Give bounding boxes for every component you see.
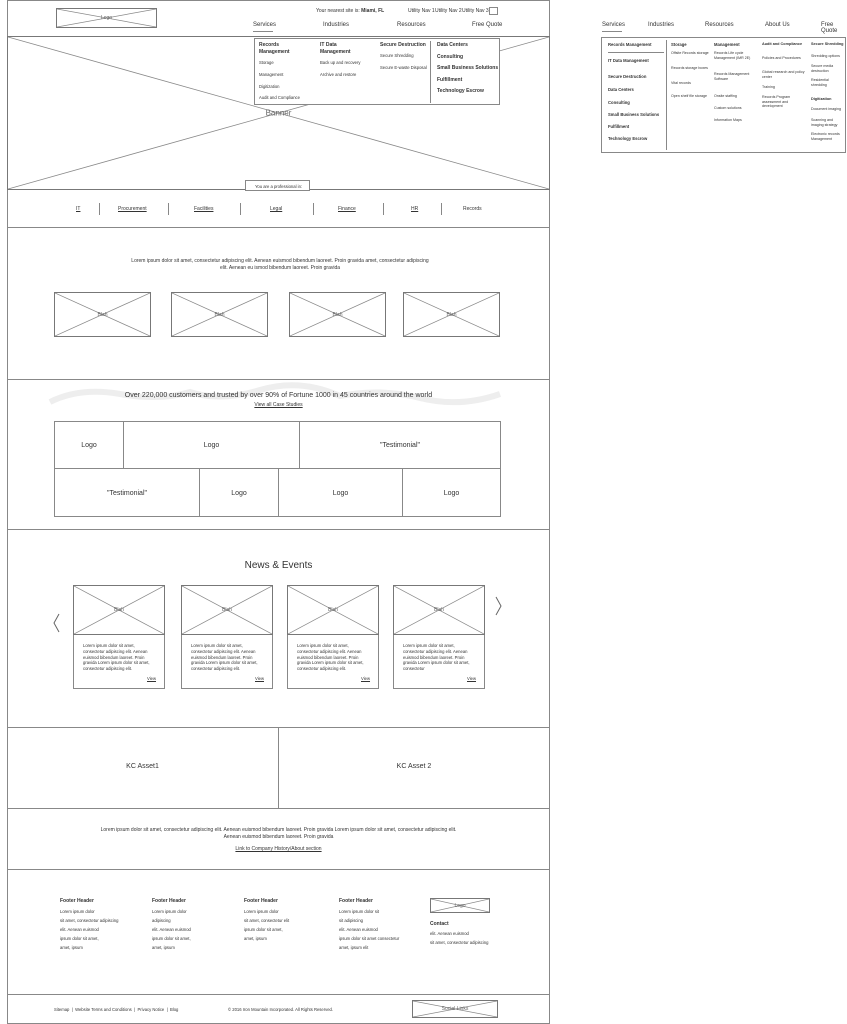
side-nav-about[interactable]: About Us [765,22,790,28]
image-caption: Blah [433,607,444,613]
social-links[interactable] [412,1000,498,1018]
carousel-prev-icon[interactable] [53,613,61,633]
footer-link[interactable]: amet, ipsum elit [339,945,369,950]
location-link[interactable]: Miami, FL [361,8,385,14]
side-col-management [714,42,756,128]
section-divider [7,379,550,380]
side-col-item[interactable]: Secure media destruction [811,64,834,73]
side-col-item[interactable]: Records storage boxes [671,66,708,70]
mega-right-item[interactable]: Small Business Solutions [437,65,499,71]
side-nav-free-quote[interactable]: Free Quote [821,22,838,34]
footer-link[interactable]: ipsum dolor sit amet, [60,936,99,941]
side-col-title[interactable]: Storage [671,42,687,47]
image-caption: Blah [97,311,108,318]
mega-item[interactable]: Storage [259,60,274,65]
news-card-image[interactable] [393,585,485,635]
side-col-title[interactable]: Digitization [811,97,832,101]
news-card-view-link[interactable]: View [147,676,157,681]
nav-services[interactable]: Services [253,22,277,28]
footer-col [152,898,237,954]
footer-link[interactable]: ipsum dolor sit amet, [244,927,283,932]
news-card-image[interactable] [73,585,165,635]
side-menu-item[interactable]: Small Business Solutions [608,112,660,117]
prof-tab-finance[interactable]: Finance [338,206,356,212]
side-col-item[interactable]: Policies and Procedures [762,56,801,60]
mega-item[interactable]: Secure Shredding [380,53,414,58]
section-divider [7,808,550,809]
side-col-item[interactable]: Residential shredding [811,78,829,87]
side-menu-item[interactable]: Technology Escrow [608,136,648,141]
footer-link[interactable]: adipiscing [152,918,171,923]
contact-title: Contact [430,921,449,927]
case-studies-link[interactable]: View all Case Studies [254,402,303,408]
mega-col-title[interactable]: IT Data Management [320,42,351,55]
mega-item[interactable]: Digitization [259,83,280,89]
side-col-item[interactable]: Shredding options [811,54,840,58]
mega-right-item[interactable]: Consulting [437,53,464,60]
footer-link[interactable]: sit amet, consectetur elit [244,918,290,923]
side-menu-item[interactable]: IT Data Management [608,58,649,63]
testimonial-cell[interactable] [299,421,501,469]
prof-tab-records[interactable]: Records [463,206,482,212]
tab-separator [99,203,100,215]
side-nav-underline [602,31,622,32]
tab-separator [383,203,384,215]
side-col-item[interactable]: Document imaging [811,107,841,111]
location-info: Your nearest site is: Miami, FL [316,8,385,14]
news-card-text: Lorem ipsum dolor sit amet, consectetur adipiscing elit. Aenean euismod bibendum laoreet. Proin gravida Lorem ipsum dolor sit amet, consectetur adipiscing elit. [83,643,150,672]
side-col-title[interactable]: Secure Shredding [811,42,844,46]
logo-label: Logo [332,490,349,497]
side-col-item[interactable]: Offsite Records storage [671,51,709,55]
nav-free-quote[interactable]: Free Quote [472,22,503,28]
side-col-item[interactable]: Records Life cycle Management (IMR 2E) [714,51,751,60]
mega-col-records [259,42,307,101]
tab-separator [313,203,314,215]
customers-headline: Over 220,000 customers and trusted by over 90% of Fortune 1000 in 45 countries around the world [124,392,433,399]
tab-separator [441,203,442,215]
logo-label: Logo [203,442,220,449]
footer-link[interactable]: sit adipiscing [339,918,363,923]
tab-separator [240,203,241,215]
side-nav-industries[interactable]: Industries [648,22,675,28]
carousel-next-icon[interactable] [494,596,502,616]
side-col-title[interactable]: Audit and Compliance [762,42,803,46]
news-card [287,585,379,689]
news-card [181,585,273,689]
footer-link[interactable]: elit. Aenean euismod [152,927,191,932]
side-col-item[interactable]: Training [762,85,775,89]
nav-services-underline [253,31,273,32]
copyright: © 2016 Iron Mountain Incorporated. All Rights Reserved. [228,1007,334,1012]
mega-right-item[interactable]: Data Centers [437,42,468,48]
side-menu-item[interactable]: Secure Destruction [608,74,647,79]
section-divider [7,227,550,228]
image-caption: Blah [446,311,457,318]
side-col-audit [762,42,806,110]
image-caption: Blah [214,311,225,318]
intro-image-2[interactable] [171,292,268,337]
mega-item[interactable]: Management [259,71,284,77]
logo-label: Logo [81,442,97,449]
side-menu-item[interactable]: Consulting [608,100,630,105]
kc-asset-2[interactable]: KC Asset 2 [396,763,432,770]
logo-label: Logo [443,490,460,497]
side-col-item[interactable]: Custom solutions [714,106,742,110]
side-col-item[interactable]: Scanning and imaging strategy [811,118,838,127]
news-card-image[interactable] [287,585,379,635]
mega-col-destruction [380,42,428,71]
side-col-item[interactable]: Open shelf file storage [671,94,707,98]
footer-col [244,898,329,945]
testimonial-label: "Testimonial" [380,442,420,449]
contact-line: elit. Aenean euismod [430,931,469,936]
testimonial-cell[interactable] [54,468,200,517]
mega-right-item[interactable]: Fulfillment [437,76,463,83]
footer-link[interactable]: amet, ipsum [152,945,175,950]
section-divider [7,529,550,530]
side-menu-divider [666,40,667,150]
footer-link[interactable]: ipsum dolor sit amet consectetur [339,936,400,941]
prof-tab-facilities[interactable]: Facilities [194,206,214,212]
prof-tab-it[interactable]: IT [76,206,81,212]
mega-right-list [437,42,499,100]
side-col-storage [671,42,709,109]
image-caption: Blah [332,311,343,318]
logo-label: Logo [231,490,247,497]
logo-cell[interactable] [54,421,124,469]
footer-header: Footer Header [60,898,94,904]
prof-tab-hr[interactable]: HR [411,206,419,212]
mega-item[interactable]: Audit and Compliance [259,95,300,101]
nav-resources[interactable]: Resources [397,22,426,28]
image-caption: Blah [113,607,124,613]
footer-link[interactable]: Lorem ipsum dolor [152,909,187,914]
nav-industries[interactable]: Industries [323,22,350,28]
footer-col [339,898,424,954]
mega-item[interactable]: Archive and restore [320,71,357,77]
section-divider [7,869,550,870]
footer-link[interactable]: elit. Aenean euismod [60,927,99,932]
mega-col-title[interactable]: Records Management [259,42,290,55]
logo-cell[interactable] [402,468,501,517]
section-divider [7,994,550,995]
side-menu-left-list [608,42,666,148]
side-menu-item[interactable]: Fulfillment [608,124,630,129]
mega-col-it [320,42,368,78]
footer-link[interactable]: elit. Aenean euismod [339,927,378,932]
news-card-view-link[interactable]: View [467,676,477,681]
footer-link[interactable]: amet, ipsum [60,945,83,950]
mega-item[interactable]: Secure E-waste Disposal [380,64,427,70]
news-card-image[interactable] [181,585,273,635]
about-link[interactable]: Link to Company History/About section [235,846,322,852]
side-col-item[interactable]: Records Management Software [714,72,750,81]
image-caption: Blah [221,607,232,613]
tab-separator [168,203,169,215]
footer-col [60,898,145,954]
utility-nav-1[interactable]: Utility Nav 1 [408,8,435,14]
footer-link[interactable]: Lorem ipsum dolor [60,909,95,914]
mega-item[interactable]: Back up and recovery [320,60,361,65]
header-logo-label: Logo [100,15,113,21]
search-icon[interactable] [489,7,498,15]
mega-right-item[interactable]: Technology Escrow [437,88,484,94]
news-card [73,585,165,689]
professional-selector[interactable] [245,180,310,191]
utility-nav-2[interactable]: Utility Nav 2 [435,8,462,14]
side-col-item[interactable]: Records Program assessment and development [762,95,791,108]
side-col-title[interactable]: Management [714,42,740,47]
footer-legal-links[interactable]: Sitemap | Website Terms and Conditions | Privacy Notice | Blog [54,1007,179,1012]
logo-cell[interactable] [278,468,403,517]
side-col-item[interactable]: Onsite staffing [714,94,737,98]
intro-text: Lorem ipsum dolor sit amet, consectetur adipiscing elit. Aenean euismod bibendum laoreet. Proin gravida amet, consectetur adipiscing elit. Aenean eu ismod bibendum laoreet. Proin gravida [131,258,429,271]
prof-tab-procurement[interactable]: Procurement [118,206,147,212]
image-caption: Blah [327,607,338,613]
footer-header: Footer Header [339,898,373,904]
side-menu-item[interactable]: Records Management [608,42,652,47]
social-links-label: Social Links [441,1006,469,1012]
intro-image-4[interactable] [403,292,500,337]
news-title: News & Events [244,560,313,571]
logo-cell[interactable] [123,421,300,469]
news-card-view-link[interactable]: View [255,676,265,681]
footer-header: Footer Header [152,898,186,904]
side-col-item[interactable]: Electronic records Management [811,132,840,141]
footer-logo[interactable] [430,898,490,913]
side-col-shredding [811,42,845,146]
about-text-2: Aenean euismod bibendum laoreet. Proin gravida [223,834,334,840]
news-card-text: Lorem ipsum dolor sit amet, consectetur adipiscing elit. Aenean euismod bibendum laoreet. Proin gravida Lorem ipsum dolor sit amet, consectetur [403,643,470,672]
side-nav-resources[interactable]: Resources [705,22,734,28]
prof-tab-legal[interactable]: Legal [270,206,283,212]
contact-line: sit amet, consectetur adipiscing [430,940,489,945]
utility-nav-3[interactable]: Utility Nav 3 [462,8,489,14]
news-card-text: Lorem ipsum dolor sit amet, consectetur adipiscing elit. Aenean euismod bibendum laoreet. Proin gravida Lorem ipsum dolor sit amet, consectetur adipiscing elit. [191,643,258,672]
news-card-view-link[interactable]: View [361,676,371,681]
news-card-text: Lorem ipsum dolor sit amet, consectetur adipiscing elit. Aenean euismod bibendum laoreet. Proin gravida Lorem ipsum dolor sit amet, consectetur adipiscing elit. [297,643,364,672]
side-col-item[interactable]: Information Maps [714,118,742,122]
intro-image-1[interactable] [54,292,151,337]
kc-asset-1[interactable]: KC Asset1 [126,763,159,770]
side-menu-item[interactable]: Data Centers [608,87,634,92]
logo-cell[interactable] [199,468,279,517]
footer-link[interactable]: Lorem ipsum dolor [244,909,279,914]
footer-link[interactable]: Lorem ipsum dolor sit [339,909,380,914]
footer-link[interactable]: ipsum dolor sit amet, [152,936,191,941]
footer-contact [430,921,520,949]
footer-header: Footer Header [244,898,278,904]
side-col-item[interactable]: Global research and policy center [762,70,805,79]
footer-link[interactable]: sit amet, consectetur adipiscing [60,918,119,923]
footer-link[interactable]: amet, ipsum [244,936,267,941]
header-logo[interactable] [56,8,157,28]
about-text-1: Lorem ipsum dolor sit amet, consectetur adipiscing elit. Aenean euismod bibendum laoreet. Proin gravida Lorem ipsum dolor sit amet, consectetur adipiscing elit. [100,827,457,833]
banner-label: Banner [265,108,292,118]
mega-col-title[interactable]: Secure Destruction [380,42,426,48]
footer-logo-label: Logo [454,902,466,909]
testimonial-label: "Testimonial" [107,490,147,497]
intro-image-3[interactable] [289,292,386,337]
side-nav-services[interactable]: Services [602,22,626,28]
news-card [393,585,485,689]
side-menu-item-underline [608,52,664,53]
mega-menu-divider [430,41,431,103]
side-col-item[interactable]: Vital records [671,81,691,85]
professional-label: You are a professional in: [255,184,303,189]
